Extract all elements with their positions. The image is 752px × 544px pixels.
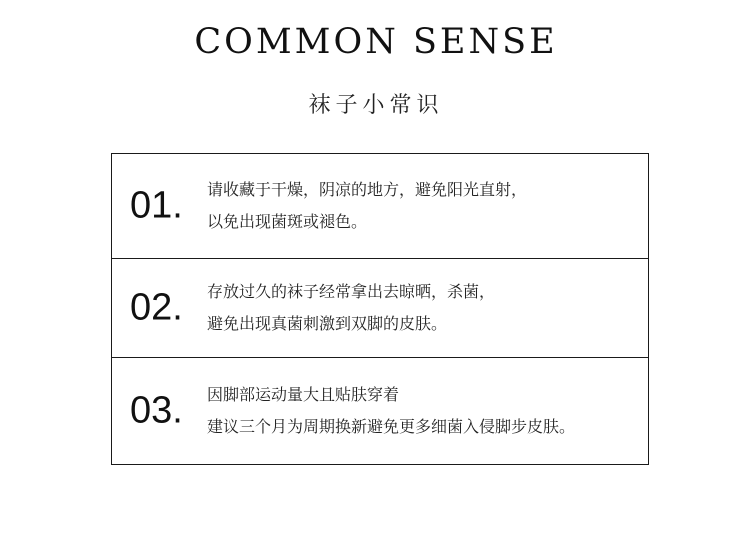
tip-row-3: [112, 358, 648, 464]
tip-text-line: 请收藏于干燥，阴凉的地方，避免阳光直射，: [207, 180, 528, 199]
tip-row-2: [112, 259, 648, 358]
tip-text-line: 避免出现真菌刺激到双脚的皮肤。: [207, 314, 448, 333]
tip-text-line: 以免出现菌斑或褪色。: [207, 212, 368, 231]
tip-text: [207, 174, 527, 238]
tip-text-line: 存放过久的袜子经常拿出去晾晒，杀菌，: [207, 282, 496, 301]
tip-number: 01.: [130, 184, 183, 227]
tip-row-1: [112, 154, 648, 259]
page-subtitle: 袜子小常识: [308, 93, 444, 118]
tips-table: [111, 153, 649, 465]
tip-number: 02.: [130, 286, 183, 329]
tip-number: 03.: [130, 389, 183, 432]
tip-text-line: 因脚部运动量大且贴肤穿着: [207, 385, 400, 404]
tip-text: [207, 276, 495, 340]
tip-text-line: 建议三个月为周期换新避免更多细菌入侵脚步皮肤。: [207, 417, 576, 436]
page-title: COMMON SENSE: [194, 22, 558, 62]
tip-text: [207, 379, 575, 443]
